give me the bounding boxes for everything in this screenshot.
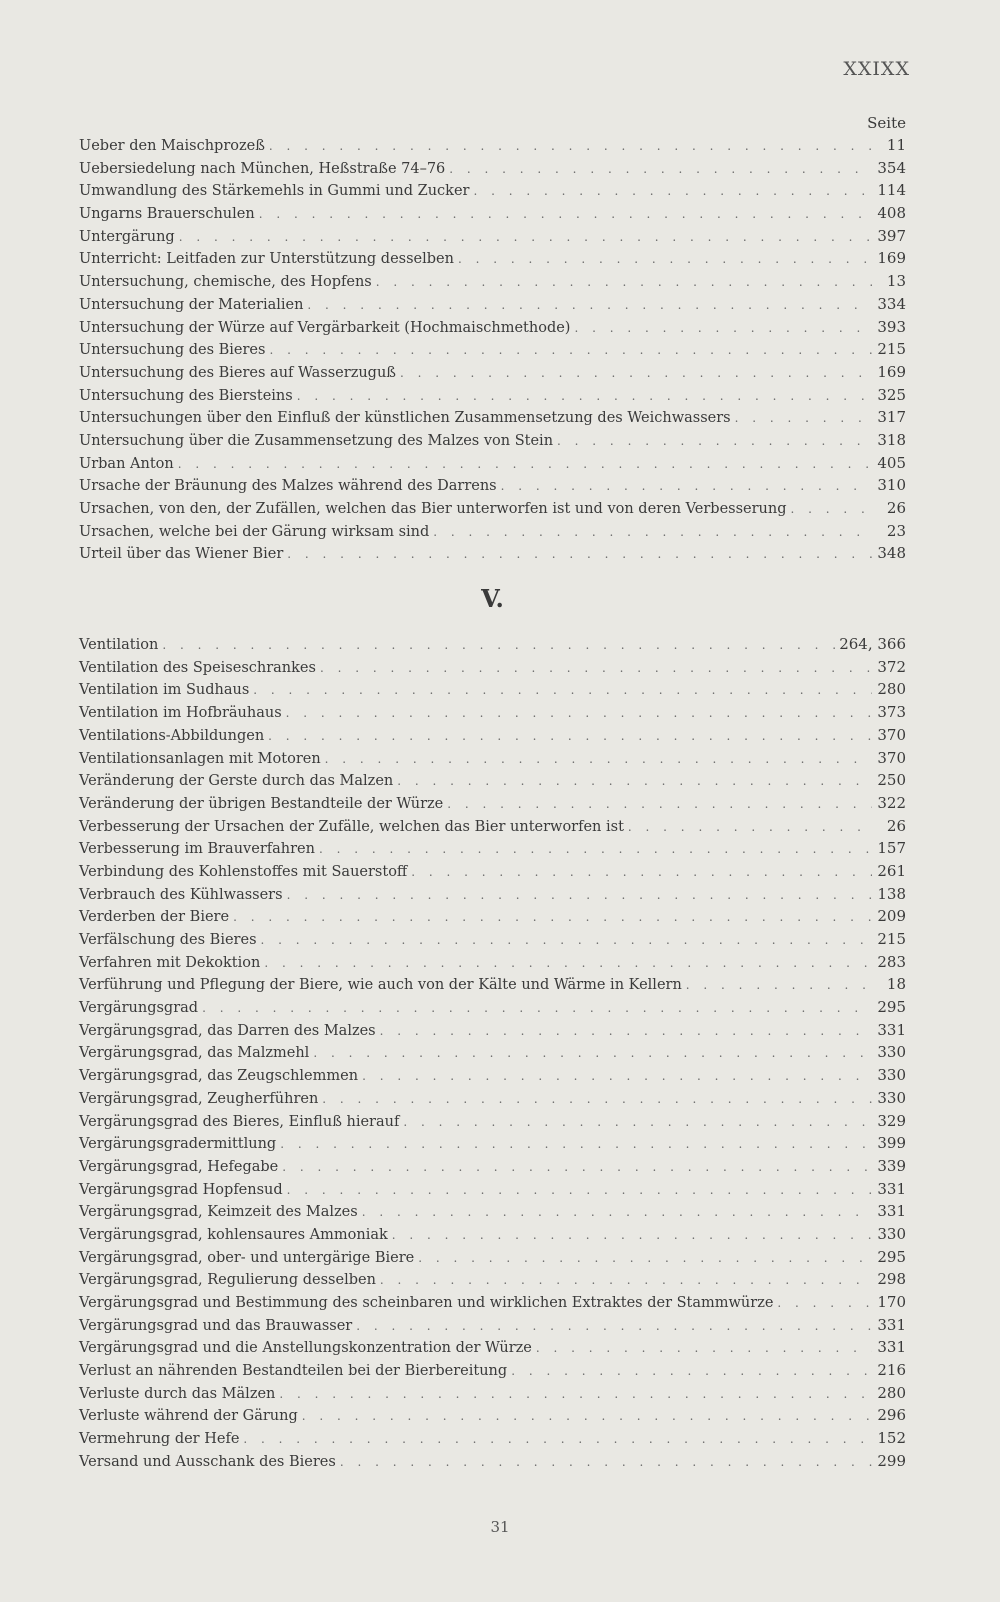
index-term: Verbesserung im Brauverfahren [79, 841, 315, 858]
index-page-number: 170 [877, 1293, 906, 1311]
index-term: Vergärungsgrad, das Zeugschlemmen [79, 1068, 359, 1085]
index-entry [79, 1382, 906, 1405]
index-entry [79, 837, 906, 860]
dot-leader [319, 838, 872, 861]
dot-leader [380, 1269, 872, 1292]
page-number: 31 [490, 1518, 510, 1536]
dot-leader [280, 1133, 872, 1156]
dot-leader [282, 1156, 872, 1179]
dot-leader [179, 226, 872, 249]
index-page-number: 250 [877, 771, 906, 790]
dot-leader [433, 521, 872, 544]
index-page-number: 209 [877, 907, 906, 926]
dot-leader [392, 1224, 872, 1247]
index-entry [79, 860, 906, 883]
index-page-number: 18 [886, 975, 906, 994]
index-term: Veränderung der übrigen Bestandteile der Würze [79, 795, 444, 812]
index-term: Vergärungsgrad, Keimzeit des Malzes [79, 1204, 358, 1221]
index-term: Verluste während der Gärung [79, 1408, 298, 1425]
dot-leader [286, 702, 872, 725]
index-entry [79, 1336, 906, 1359]
dot-leader [287, 543, 872, 566]
index-page-number: 330 [877, 1066, 906, 1085]
dot-leader [322, 1088, 872, 1111]
index-list [79, 112, 906, 1473]
dot-leader [261, 929, 872, 952]
index-page-number: 138 [877, 884, 906, 903]
index-term: Vergärungsgradermittlung [79, 1136, 277, 1153]
index-page-number: 331 [877, 1338, 906, 1357]
dot-leader [501, 475, 872, 498]
index-term: Ventilations-Abbildungen [79, 727, 265, 744]
index-entry [79, 996, 906, 1019]
dot-leader [178, 453, 872, 476]
dot-leader [202, 997, 872, 1020]
index-page-number: 310 [877, 476, 906, 495]
index-page-number: 283 [877, 952, 906, 971]
index-entry [79, 1404, 906, 1427]
index-entry [79, 883, 906, 906]
index-term: Vergärungsgrad, das Darren des Malzes [79, 1022, 376, 1039]
index-page-number: 26 [886, 816, 906, 835]
index-page-number: 13 [886, 272, 906, 291]
index-term: Ungarns Brauerschulen [79, 206, 255, 223]
index-entry [79, 179, 906, 202]
index-term: Urban Anton [79, 455, 174, 472]
dot-leader [340, 1451, 872, 1474]
index-term: Untergärung [79, 228, 175, 245]
index-entry [79, 1359, 906, 1382]
index-page-number: 280 [877, 1383, 906, 1402]
dot-leader [380, 1020, 872, 1043]
index-entry [79, 951, 906, 974]
index-page-number: 354 [877, 158, 906, 177]
index-page-number: 11 [886, 136, 906, 154]
index-entry [79, 361, 906, 384]
index-page-number: 216 [877, 1361, 906, 1380]
index-entry [79, 792, 906, 815]
index-entry [79, 1041, 906, 1064]
index-page-number: 215 [877, 930, 906, 948]
index-page-number: 330 [877, 1043, 906, 1062]
index-entry [79, 1110, 906, 1133]
index-page-number: 296 [877, 1406, 906, 1425]
index-page-number: 331 [877, 1202, 906, 1221]
index-term: Verderben der Biere [79, 909, 230, 926]
index-entry [79, 724, 906, 747]
index-term: Uebersiedelung nach München, Heßstraße 74–76 [79, 160, 446, 177]
index-entry [79, 542, 906, 565]
dot-leader [777, 1292, 872, 1315]
index-entry [79, 1223, 906, 1246]
dot-leader [233, 906, 872, 929]
index-term: Untersuchungen über den Einfluß der künstlichen Zusammensetzung des Weichwassers [79, 410, 731, 427]
index-term: Verbindung des Kohlenstoffes mit Sauerstoff [79, 863, 408, 880]
dot-leader [403, 1111, 872, 1134]
index-page-number: 152 [877, 1429, 906, 1448]
dot-leader [320, 657, 872, 680]
index-page-number: 331 [877, 1020, 906, 1039]
index-term: Ursachen, von den, der Zufällen, welchen das Bier unterworfen ist und von deren Verbesserung [79, 501, 787, 517]
index-entry [79, 633, 906, 656]
index-term: Untersuchung des Biersteins [79, 387, 293, 404]
index-page-number: 393 [877, 317, 906, 336]
index-page-number: 334 [877, 294, 906, 313]
index-entry [79, 1268, 906, 1291]
index-page-number: 280 [877, 680, 906, 699]
dot-leader [269, 339, 872, 362]
dot-leader [397, 770, 872, 793]
index-entry [79, 520, 906, 543]
dot-leader [557, 430, 872, 453]
dot-leader [511, 1360, 872, 1383]
dot-leader [325, 748, 872, 771]
index-entry [79, 474, 906, 497]
index-page-number: 373 [877, 703, 906, 722]
index-term: Untersuchung des Bieres [79, 342, 266, 359]
index-term: Vergärungsgrad, Regulierung desselben [79, 1272, 376, 1289]
index-term: Vergärungsgrad und die Anstellungskonzentration der Würze [79, 1340, 532, 1357]
index-term: Veränderung der Gerste durch das Malzen [79, 773, 394, 790]
index-page-number: 405 [877, 453, 906, 472]
index-page-number: 397 [877, 226, 906, 245]
index-entry [79, 452, 906, 475]
index-page-number: 372 [877, 657, 906, 676]
index-term: Vergärungsgrad und Bestimmung des scheinbaren und wirklichen Extraktes der Stammwürze [79, 1295, 774, 1311]
index-term: Ventilationsanlagen mit Motoren [79, 750, 321, 767]
index-entry [79, 406, 906, 429]
index-page-number: 330 [877, 1224, 906, 1243]
index-page-number: 348 [877, 544, 906, 563]
index-page-number: 318 [877, 430, 906, 449]
dot-leader [449, 158, 872, 181]
index-term: Vergärungsgrad und das Brauwasser [79, 1317, 353, 1334]
index-term: Verfahren mit Dekoktion [79, 954, 261, 971]
index-entry [79, 815, 906, 838]
index-term: Ueber den Maischprozeß [79, 138, 265, 154]
index-page-number: 26 [886, 499, 906, 517]
seite-column-label: Seite [867, 114, 906, 132]
index-term: Vergärungsgrad [79, 1000, 199, 1017]
index-page-number: 408 [877, 204, 906, 223]
dot-leader [411, 861, 872, 884]
index-term: Ventilation [79, 637, 159, 654]
index-entry [79, 1155, 906, 1178]
index-term: Vergärungsgrad, das Malzmehl [79, 1045, 310, 1062]
dot-leader [269, 135, 872, 158]
dot-leader [686, 974, 872, 997]
index-term: Vergärungsgrad, Hefegabe [79, 1158, 279, 1175]
index-term: Verbrauch des Kühlwassers [79, 886, 283, 903]
dot-leader [362, 1201, 872, 1224]
dot-leader [735, 407, 872, 430]
dot-leader [376, 271, 872, 294]
index-page-number: 317 [877, 408, 906, 427]
index-entry [79, 1246, 906, 1269]
index-entry [79, 316, 906, 339]
dot-leader [400, 362, 872, 385]
index-page-number: 23 [886, 521, 906, 540]
dot-leader [447, 793, 872, 816]
index-entry [79, 225, 906, 248]
dot-leader [458, 248, 872, 271]
index-term: Vergärungsgrad Hopfensud [79, 1181, 283, 1198]
index-term: Vergärungsgrad, Zeugherführen [79, 1090, 319, 1107]
index-term: Untersuchung der Materialien [79, 296, 304, 313]
index-entry [79, 1427, 906, 1450]
index-term: Urteil über das Wiener Bier [79, 546, 284, 563]
index-term: Verluste durch das Mälzen [79, 1385, 276, 1402]
index-term: Vergärungsgrad, ober- und untergärige Biere [79, 1249, 415, 1266]
index-entry [79, 293, 906, 316]
index-entry [79, 338, 906, 361]
index-page-number: 339 [877, 1156, 906, 1175]
index-entry [79, 1200, 906, 1223]
roman-page-header: XXIXX [843, 58, 910, 80]
index-term: Umwandlung des Stärkemehls in Gummi und Zucker [79, 183, 470, 200]
index-entry [79, 701, 906, 724]
index-page-number: 264, 366 [839, 635, 906, 654]
index-term: Vermehrung der Hefe [79, 1431, 240, 1448]
index-term: Untersuchung über die Zusammensetzung des Malzes von Stein [79, 432, 554, 449]
index-entry [79, 134, 906, 157]
index-term: Versand und Ausschank des Bieres [79, 1453, 336, 1470]
index-entry [79, 1178, 906, 1201]
index-page-number: 157 [877, 839, 906, 858]
dot-leader [418, 1247, 872, 1270]
dot-leader [243, 1428, 872, 1451]
index-entry [79, 384, 906, 407]
index-entry [79, 1064, 906, 1087]
index-page-number: 330 [877, 1088, 906, 1107]
index-entry [79, 1019, 906, 1042]
dot-leader [287, 884, 872, 907]
dot-leader [253, 679, 872, 702]
dot-leader [297, 385, 872, 408]
index-page-number: 295 [877, 1247, 906, 1266]
index-entry [79, 1132, 906, 1155]
index-page-number: 370 [877, 748, 906, 767]
dot-leader [268, 725, 872, 748]
index-entry [79, 270, 906, 293]
dot-leader [264, 952, 872, 975]
index-entry [79, 928, 906, 951]
index-page-number: 322 [877, 793, 906, 812]
index-page-number: 295 [877, 998, 906, 1017]
index-term: Unterricht: Leitfaden zur Unterstützung desselben [79, 251, 454, 268]
index-term: Vergärungsgrad des Bieres, Einfluß hierauf [79, 1113, 400, 1130]
index-term: Ursache der Bräunung des Malzes während des Darrens [79, 478, 497, 495]
index-page-number: 331 [877, 1179, 906, 1198]
index-page-number: 329 [877, 1111, 906, 1130]
dot-leader [536, 1337, 872, 1360]
dot-leader [628, 816, 872, 839]
index-entry [79, 247, 906, 270]
dot-leader [302, 1405, 872, 1428]
section-letter-v: V. [481, 584, 504, 614]
index-entry [79, 157, 906, 180]
index-term: Verlust an nährenden Bestandteilen bei der Bierbereitung [79, 1363, 508, 1380]
index-term: Untersuchung des Bieres auf Wasserzuguß [79, 364, 396, 381]
index-entry [79, 905, 906, 928]
dot-leader [574, 317, 872, 340]
index-term: Verfälschung des Bieres [79, 932, 257, 948]
index-entry [79, 678, 906, 701]
dot-leader [473, 180, 872, 203]
dot-leader [313, 1042, 872, 1065]
index-page-number: 399 [877, 1134, 906, 1153]
dot-leader [356, 1315, 872, 1338]
index-entry [79, 1087, 906, 1110]
index-page-number: 299 [877, 1451, 906, 1470]
index-entry [79, 429, 906, 452]
index-entry [79, 1450, 906, 1473]
index-term: Verführung und Pflegung der Biere, wie auch von der Kälte und Wärme in Kellern [79, 977, 682, 994]
index-entry [79, 1314, 906, 1337]
index-page-number: 325 [877, 385, 906, 404]
index-term: Vergärungsgrad, kohlensaures Ammoniak [79, 1226, 388, 1243]
dot-leader [162, 634, 835, 657]
index-term: Ventilation im Sudhaus [79, 682, 250, 699]
index-page-number: 169 [877, 362, 906, 381]
index-section-u [79, 134, 906, 565]
index-term: Ventilation im Hofbräuhaus [79, 705, 282, 722]
index-page-number: 261 [877, 861, 906, 880]
index-term: Untersuchung der Würze auf Vergärbarkeit (Hochmaischmethode) [79, 319, 571, 336]
index-term: Ventilation des Speiseschrankes [79, 659, 316, 676]
index-term: Untersuchung, chemische, des Hopfens [79, 274, 372, 291]
index-term: Verbesserung der Ursachen der Zufälle, welchen das Bier unterworfen ist [79, 818, 624, 835]
index-entry [79, 973, 906, 996]
index-entry [79, 497, 906, 520]
dot-leader [307, 294, 872, 317]
index-section-v [79, 633, 906, 1472]
index-entry [79, 656, 906, 679]
index-page-number: 169 [877, 249, 906, 268]
dot-leader [279, 1383, 872, 1406]
index-page-number: 370 [877, 725, 906, 744]
index-term: Ursachen, welche bei der Gärung wirksam sind [79, 523, 430, 540]
dot-leader [287, 1179, 872, 1202]
index-entry [79, 747, 906, 770]
index-page-number: 331 [877, 1315, 906, 1334]
index-page-number: 215 [877, 340, 906, 359]
dot-leader [362, 1065, 872, 1088]
index-page-number: 114 [877, 181, 906, 200]
dot-leader [791, 498, 872, 521]
index-entry [79, 1291, 906, 1314]
index-entry [79, 769, 906, 792]
index-page-number: 298 [877, 1270, 906, 1289]
dot-leader [259, 203, 872, 226]
index-entry [79, 202, 906, 225]
